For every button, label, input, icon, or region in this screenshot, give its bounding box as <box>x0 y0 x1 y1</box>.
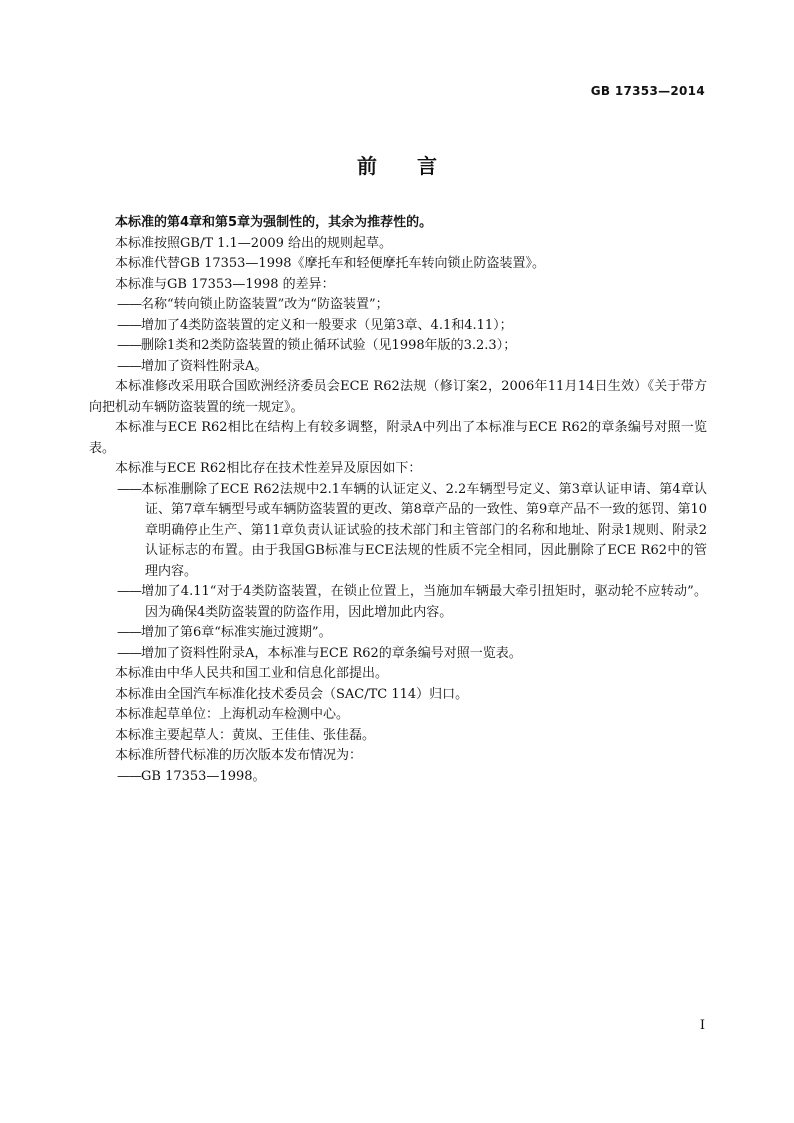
paragraph: 本标准起草单位：上海机动车检测中心。 <box>115 707 350 722</box>
dash-list-item: —— 增加了4.11“对于4类防盗装置，在锁止位置上，当施加车辆最大牵引扭矩时，驱动轮不应转动”。因为确保4类防盗装置的防盗作用，因此增加此内容。 <box>89 582 707 623</box>
paragraph: 本标准按照GB/T 1.1—2009 给出的规则起草。 <box>115 235 393 251</box>
paragraph: 本标准与GB 17353—1998 的差异： <box>115 276 335 292</box>
paragraph: 本标准与ECE R62相比在结构上有较多调整，附录A中列出了本标准与ECE R62的章条编号对照一览表。 <box>89 420 707 456</box>
dash-list-item: —— 删除1类和2类防盗装置的锁止循环试验（见1998年版的3.2.3）； <box>89 336 707 357</box>
foreword-body <box>89 213 707 787</box>
dash-list-item: —— 本标准删除了ECE R62法规中2.1车辆的认证定义、2.2车辆型号定义、第3章认证申请、第4章认证、第7章车辆型号或车辆防盗装置的更改、第8章产品的一致性、第9章产品不一致的惩罚、第10章明确停止生产、第11章负责认证试验的技术部门和主管部门的名称和地址、附录1规则、附录2认证标志的布置。由于我国GB标准与ECE法规的性质不完全相同，因此删除了ECE R62中的管理内容。 <box>89 480 707 583</box>
dash-list-item: —— 增加了第6章“标准实施过渡期”。 <box>89 623 707 644</box>
paragraph: 本标准的第4章和第5章为强制性的，其余为推荐性的。 <box>115 215 433 230</box>
dash-list-item: —— GB 17353—1998。 <box>89 767 707 788</box>
paragraph: 本标准由中华人民共和国工业和信息化部提出。 <box>115 666 389 681</box>
paragraph: 本标准与ECE R62相比存在技术性差异及原因如下： <box>115 461 422 476</box>
page-title: 前言 <box>357 154 477 178</box>
dash-list-item: —— 增加了4类防盗装置的定义和一般要求（见第3章、4.1和4.11）； <box>89 316 707 337</box>
paragraph: 本标准由全国汽车标准化技术委员会（SAC/TC 114）归口。 <box>115 686 469 702</box>
standard-number: GB 17353—2014 <box>590 84 705 98</box>
dash-list-item: —— 名称“转向锁止防盗装置”改为“防盗装置”； <box>89 295 707 316</box>
paragraph: 本标准主要起草人：黄岚、王佳佳、张佳磊。 <box>115 727 376 743</box>
paragraph: 本标准修改采用联合国欧洲经济委员会ECE R62法规（修订案2，2006年11月14日生效）《关于带方向把机动车辆防盗装置的统一规定》。 <box>89 379 707 415</box>
paragraph: 本标准所替代标准的历次版本发布情况为： <box>115 748 363 763</box>
paragraph: 本标准代替GB 17353—1998《摩托车和轻便摩托车转向锁止防盗装置》。 <box>115 256 546 271</box>
dash-list-item: —— 增加了资料性附录A。 <box>89 357 707 378</box>
dash-list-item: —— 增加了资料性附录A，本标准与ECE R62的章条编号对照一览表。 <box>89 644 707 665</box>
page-number: I <box>699 1018 705 1033</box>
